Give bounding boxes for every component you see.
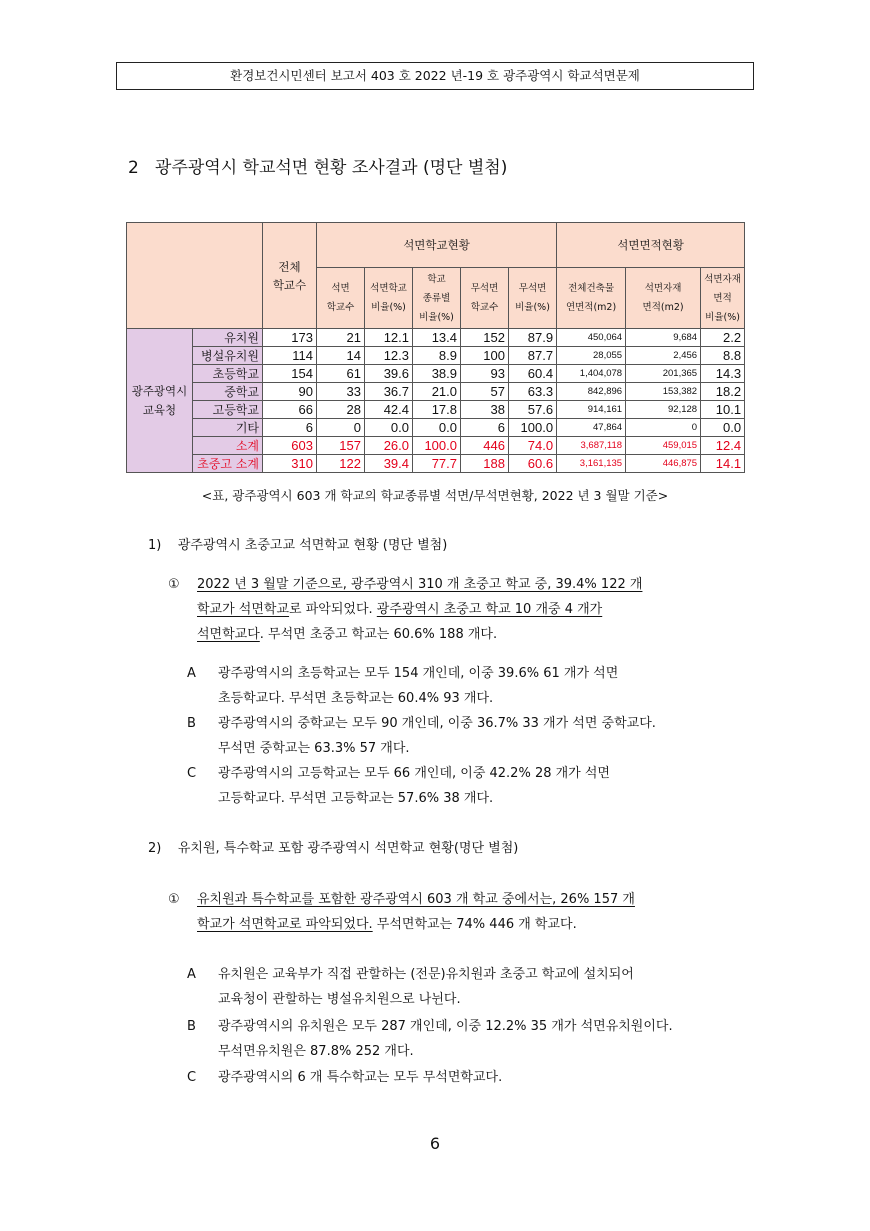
row-label: 중학교 [193, 383, 263, 401]
cell: 14 [317, 347, 365, 365]
cell: 87.9 [509, 329, 557, 347]
list-marker: C [187, 1070, 197, 1085]
row-label: 소계 [193, 437, 263, 455]
cell: 0 [626, 419, 701, 437]
list-text: 광주광역시의 고등학교는 모두 66 개인데, 이중 42.2% 28 개가 석면 [218, 766, 610, 781]
cell: 63.3 [509, 383, 557, 401]
row-label: 유치원 [193, 329, 263, 347]
text: 로 파악되었다. [289, 602, 377, 617]
region-label: 광주광역시 교육청 [127, 329, 193, 473]
cell: 2.2 [701, 329, 745, 347]
cell: 26.0 [365, 437, 413, 455]
underlined-text: 학교가 석면학교로 파악되었다. [197, 917, 373, 932]
table-row [127, 347, 745, 365]
row-label: 고등학교 [193, 401, 263, 419]
cell: 12.3 [365, 347, 413, 365]
cell: 459,015 [626, 437, 701, 455]
cell: 61 [317, 365, 365, 383]
header-area-status: 석면면적현황 [557, 223, 745, 268]
cell: 36.7 [365, 383, 413, 401]
subtotal-row [127, 455, 745, 473]
header-asbestos-area: 석면자재 면적(m2) [626, 268, 701, 329]
cell: 603 [263, 437, 317, 455]
header-total-floor-area: 전체건축물 연면적(m2) [557, 268, 626, 329]
header-asbestos-ratio: 석면학교 비율(%) [365, 268, 413, 329]
cell: 42.4 [365, 401, 413, 419]
list-text: 광주광역시의 초등학교는 모두 154 개인데, 이중 39.6% 61 개가 석면 [218, 666, 619, 681]
cell: 173 [263, 329, 317, 347]
cell: 446,875 [626, 455, 701, 473]
cell: 28 [317, 401, 365, 419]
list-marker: A [187, 967, 196, 982]
paragraph-line [197, 913, 577, 937]
header-nonasbestos-ratio: 무석면 비율(%) [509, 268, 557, 329]
circle-number: ① [168, 577, 180, 592]
cell: 8.8 [701, 347, 745, 365]
text: . 무석면 초중고 학교는 60.6% 188 개다. [259, 627, 498, 642]
cell: 6 [263, 419, 317, 437]
header-nonasbestos-schools: 무석면 학교수 [461, 268, 509, 329]
cell: 60.6 [509, 455, 557, 473]
list-marker: B [187, 716, 196, 731]
cell: 2,456 [626, 347, 701, 365]
paragraph-line [197, 623, 497, 647]
cell: 18.2 [701, 383, 745, 401]
cell: 157 [317, 437, 365, 455]
cell: 446 [461, 437, 509, 455]
table-row [127, 329, 745, 347]
list-text: 광주광역시의 중학교는 모두 90 개인데, 이중 36.7% 33 개가 석면 중학교다. [218, 716, 656, 731]
cell: 100 [461, 347, 509, 365]
table-corner [127, 223, 263, 329]
underlined-text: 학교가 석면학교 [197, 602, 290, 617]
cell: 3,687,118 [557, 437, 626, 455]
list-marker: C [187, 766, 197, 781]
cell: 100.0 [413, 437, 461, 455]
circle-number: ① [168, 892, 180, 907]
list-text: 무석면유치원은 87.8% 252 개다. [218, 1044, 414, 1059]
cell: 842,896 [557, 383, 626, 401]
underlined-text: 석면학교다 [197, 627, 260, 642]
list-marker: B [187, 1019, 196, 1034]
cell: 10.1 [701, 401, 745, 419]
list-text: 광주광역시의 6 개 특수학교는 모두 무석면학교다. [218, 1070, 503, 1085]
cell: 39.4 [365, 455, 413, 473]
cell: 92,128 [626, 401, 701, 419]
cell: 74.0 [509, 437, 557, 455]
cell: 13.4 [413, 329, 461, 347]
list-marker: A [187, 666, 196, 681]
table-caption: <표, 광주광역시 603 개 학교의 학교종류별 석면/무석면현황, 2022 년 3 월말 기준> [201, 488, 669, 503]
cell: 14.1 [701, 455, 745, 473]
cell: 201,365 [626, 365, 701, 383]
cell: 154 [263, 365, 317, 383]
header-asbestos-area-ratio: 석면자재 면적 비율(%) [701, 268, 745, 329]
cell: 57 [461, 383, 509, 401]
cell: 38 [461, 401, 509, 419]
row-label: 기타 [193, 419, 263, 437]
cell: 188 [461, 455, 509, 473]
row-label: 초중고 소계 [193, 455, 263, 473]
row-label: 초등학교 [193, 365, 263, 383]
cell: 122 [317, 455, 365, 473]
report-header: 환경보건시민센터 보고서 403 호 2022 년-19 호 광주광역시 학교석면문제 [116, 62, 754, 90]
list-text: 초등학교다. 무석면 초등학교는 60.4% 93 개다. [218, 691, 494, 706]
list-text: 교육청이 관할하는 병설유치원으로 나뉜다. [218, 992, 461, 1007]
cell: 17.8 [413, 401, 461, 419]
asbestos-status-table [126, 222, 745, 473]
cell: 152 [461, 329, 509, 347]
cell: 21.0 [413, 383, 461, 401]
cell: 47,864 [557, 419, 626, 437]
cell: 14.3 [701, 365, 745, 383]
subsection-2-title: 2) 유치원, 특수학교 포함 광주광역시 석면학교 현황(명단 별첨) [148, 841, 519, 856]
text: 무석면학교는 74% 446 개 학교다. [372, 917, 577, 932]
table-row [127, 383, 745, 401]
cell: 114 [263, 347, 317, 365]
row-label: 병설유치원 [193, 347, 263, 365]
header-school-status: 석면학교현황 [317, 223, 557, 268]
paragraph-line [197, 573, 642, 597]
header-total-schools: 전체 학교수 [263, 223, 317, 329]
cell: 100.0 [509, 419, 557, 437]
list-text: 고등학교다. 무석면 고등학교는 57.6% 38 개다. [218, 791, 494, 806]
underlined-text: 2022 년 3 월말 기준으로, 광주광역시 310 개 초중고 학교 중, 39.4% 122 개 [197, 577, 643, 592]
cell: 1,404,078 [557, 365, 626, 383]
cell: 66 [263, 401, 317, 419]
cell: 310 [263, 455, 317, 473]
cell: 0.0 [365, 419, 413, 437]
cell: 153,382 [626, 383, 701, 401]
list-text: 유치원은 교육부가 직접 관할하는 (전문)유치원과 초중고 학교에 설치되어 [218, 967, 634, 982]
cell: 39.6 [365, 365, 413, 383]
cell: 87.7 [509, 347, 557, 365]
cell: 450,064 [557, 329, 626, 347]
underlined-text: 유치원과 특수학교를 포함한 광주광역시 603 개 학교 중에서는, 26% 157 개 [197, 892, 635, 907]
cell: 28,055 [557, 347, 626, 365]
cell: 77.7 [413, 455, 461, 473]
table-row [127, 419, 745, 437]
cell: 0 [317, 419, 365, 437]
cell: 57.6 [509, 401, 557, 419]
header-asbestos-schools: 석면 학교수 [317, 268, 365, 329]
cell: 3,161,135 [557, 455, 626, 473]
header-type-ratio: 학교 종류별 비율(%) [413, 268, 461, 329]
subsection-1-title: 1) 광주광역시 초중고교 석면학교 현황 (명단 별첨) [148, 538, 448, 553]
page-number: 6 [429, 1134, 441, 1153]
cell: 9,684 [626, 329, 701, 347]
list-text: 광주광역시의 유치원은 모두 287 개인데, 이중 12.2% 35 개가 석면유치원이다. [218, 1019, 673, 1034]
table-row [127, 365, 745, 383]
underlined-text: 광주광역시 초중고 학교 10 개중 4 개가 [376, 602, 603, 617]
cell: 21 [317, 329, 365, 347]
paragraph-line [197, 598, 602, 622]
cell: 93 [461, 365, 509, 383]
subtotal-row [127, 437, 745, 455]
cell: 33 [317, 383, 365, 401]
cell: 8.9 [413, 347, 461, 365]
cell: 38.9 [413, 365, 461, 383]
cell: 12.1 [365, 329, 413, 347]
cell: 60.4 [509, 365, 557, 383]
cell: 0.0 [413, 419, 461, 437]
cell: 12.4 [701, 437, 745, 455]
cell: 914,161 [557, 401, 626, 419]
list-text: 무석면 중학교는 63.3% 57 개다. [218, 741, 410, 756]
cell: 90 [263, 383, 317, 401]
cell: 0.0 [701, 419, 745, 437]
cell: 6 [461, 419, 509, 437]
table-row [127, 401, 745, 419]
section-title: 2 광주광역시 학교석면 현황 조사결과 (명단 별첨) [128, 158, 508, 178]
paragraph-line [197, 888, 635, 912]
